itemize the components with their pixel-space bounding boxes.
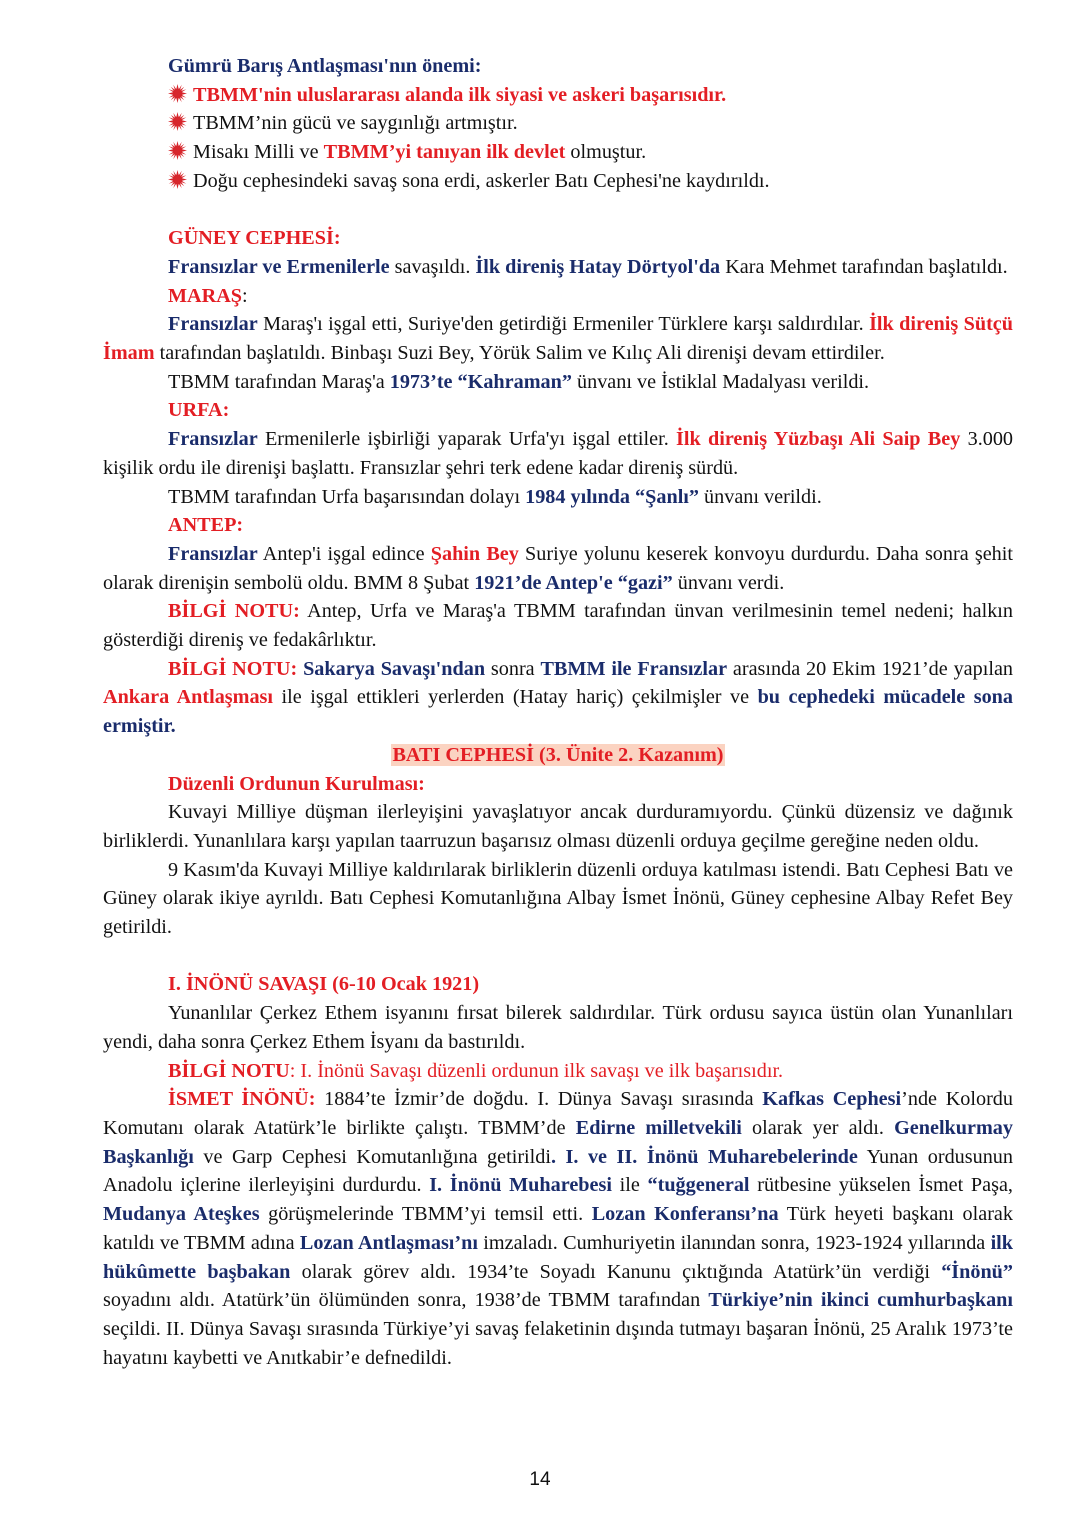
text: olarak görev aldı. 1934’te Soyadı Kanunu çıktığında Atatürk’ün verdiği (290, 1260, 942, 1283)
subheading-maras (103, 282, 1013, 311)
text: ünvanı verdi. (672, 571, 785, 594)
subheading-duzenli-ordu: Düzenli Ordunun Kurulması: (168, 772, 425, 795)
emphasis: Şahin Bey (430, 542, 519, 565)
text: Suriye yolunu keserek konvoyu durdurdu. Daha sonra şehit olarak direnişin sembolü oldu. BMM 8 Şubat (103, 542, 1013, 594)
text: Yunan ordusunun Anadolu içlerine ilerleyişini durdurdu. (103, 1145, 1013, 1197)
info-note-2 (103, 655, 1013, 741)
emphasis: İlk direniş Sütçü İmam (103, 313, 1013, 365)
text: Türk heyeti başkanı olarak katıldı ve TBMM adına (103, 1203, 1013, 1254)
text: TBMM tarafından Urfa başarısından dolayı (168, 485, 526, 508)
paragraph-inonu-1: Yunanlılar Çerkez Ethem isyanını fırsat bilerek saldırdılar. Türk ordusu sayıca üstün olan Yunanlıları yendi, daha sonra Çerkez Ethem İsyanı da bastırıldı. (103, 1002, 1013, 1053)
emphasis: İlk direniş Yüzbaşı Ali Saip Bey (676, 428, 961, 451)
text: sonra (485, 657, 541, 680)
red-starburst-icon (168, 112, 187, 131)
text: ünvanı ve İstiklal Madalyası verildi. (571, 370, 870, 393)
emphasis: Mudanya Ateşkes (103, 1203, 260, 1226)
list-item (103, 81, 1013, 110)
paragraph-bati-2: 9 Kasım'da Kuvayi Milliye kaldırılarak birliklerin düzenli orduya katılması istendi. Batı Cephesi Batı ve Güney olarak ikiye ayrıldı. Batı Cephesi Komutanlığına Albay İsmet İnönü, Güney cephesine Albay Refet Bey getirildi. (103, 858, 1013, 939)
list-item (103, 138, 1013, 167)
emphasis: 1921’de Antep'e “gazi” (474, 571, 673, 594)
list-item (103, 109, 1013, 138)
text: ile (611, 1174, 648, 1197)
emphasis: 1984 yılında “Şanlı” (525, 485, 699, 508)
emphasis: “İnönü” (941, 1260, 1014, 1283)
emphasis: I. İnönü Muharebesi (429, 1174, 612, 1197)
bullet-emphasis: TBMM’yi tanıyan ilk devlet (323, 141, 566, 164)
paragraph-guney-intro (103, 253, 1013, 282)
colon: : (242, 284, 248, 307)
red-starburst-icon (168, 84, 187, 103)
red-starburst-icon (168, 170, 187, 189)
emphasis: Türkiye’nin ikinci cumhurbaşkanı (708, 1289, 1013, 1312)
text: Kara Mehmet tarafından başlatıldı. (720, 255, 1008, 278)
emphasis: Fransızlar ve Ermenilerle (168, 255, 390, 278)
info-note-inonu (103, 1057, 1013, 1086)
emphasis: TBMM ile Fransızlar (540, 657, 728, 680)
section-heading-gumru: Gümrü Barış Antlaşması'nın önemi: (168, 55, 482, 77)
emphasis: Fransızlar (168, 542, 258, 565)
subheading-antep: ANTEP: (168, 514, 244, 537)
text: ’nde Kolordu Komutanı olarak Atatürk’le birlikte çalıştı. TBMM’de (103, 1088, 1013, 1139)
document-page (103, 52, 1013, 1372)
bullet-text: TBMM'nin uluslararası alanda ilk siyasi ve askeri başarısıdır. (193, 83, 727, 106)
section-heading-bati (103, 741, 1013, 770)
note-label: BİLGİ NOTU: (168, 600, 300, 623)
subheading-urfa: URFA: (168, 399, 230, 422)
emphasis: bu cephedeki mücadele sona ermiştir. (103, 686, 1013, 738)
text: Antep, Urfa ve Maraş'a TBMM tarafından ünvan verilmesinin temel nedeni; halkın gösterdiği direniş ve fedakârlıktır. (103, 600, 1013, 652)
text: 1884’te İzmir’de doğdu. I. Dünya Savaşı sırasında (315, 1088, 763, 1111)
emphasis: . I. ve II. İnönü Muharebelerinde (550, 1145, 858, 1168)
subheading-text: MARAŞ (168, 284, 243, 307)
paragraph-maras-2 (103, 368, 1013, 397)
emphasis: Lozan Konferansı’na (591, 1203, 779, 1226)
text: tarafından başlatıldı. Binbaşı Suzi Bey, Yörük Salim ve Kılıç Ali direnişi devam ettirdiler. (154, 342, 885, 365)
bullet-text: Misakı Milli ve (193, 141, 324, 164)
emphasis: Ankara Antlaşması (103, 686, 274, 709)
bullet-text: Doğu cephesindeki savaş sona erdi, askerler Batı Cephesi'ne kaydırıldı. (193, 169, 770, 192)
text: soyadını aldı. Atatürk’ün ölümünden sonra, 1938’de TBMM tarafından (103, 1289, 709, 1312)
section-heading-guney: GÜNEY CEPHESİ: (168, 227, 341, 250)
text: 3.000 kişilik ordu ile direnişi başlattı. Fransızlar şehri terk edene kadar direniş sürdü. (103, 428, 1014, 479)
page-number: 14 (529, 1469, 551, 1490)
text: imzaladı. Cumhuriyetin ilanından sonra, 1923-1924 yıllarında (477, 1231, 991, 1254)
text: rütbesine yükselen İsmet Paşa, (749, 1174, 1013, 1197)
note-label: İSMET İNÖNÜ: (168, 1088, 316, 1111)
text: savaşıldı. (389, 255, 476, 278)
text: TBMM tarafından Maraş'a (168, 370, 390, 393)
bullet-text: TBMM’nin gücü ve saygınlığı artmıştır. (193, 112, 518, 135)
list-item (103, 167, 1013, 196)
emphasis: “tuğgeneral (647, 1174, 750, 1197)
emphasis: İlk direniş Hatay Dörtyol'da (475, 255, 721, 278)
text: seçildi. II. Dünya Savaşı sırasında Türkiye’yi savaş felaketinin dışında tutmayı başaran İnönü, 25 Aralık 1973’te hayatını kaybetti ve Anıtkabir’e defnedildi. (103, 1317, 1013, 1369)
info-note-1 (103, 597, 1013, 654)
text: Ermenilerle işbirliği yaparak Urfa'yı işgal ettiler. (257, 428, 677, 451)
red-starburst-icon (168, 141, 187, 160)
text: ünvanı verildi. (699, 485, 822, 508)
highlighted-heading: BATI CEPHESİ (3. Ünite 2. Kazanım) (392, 743, 724, 766)
note-label: BİLGİ NOTU (168, 1059, 290, 1082)
paragraph-antep-1 (103, 540, 1013, 597)
emphasis: Sakarya Savaşı'ndan (303, 657, 486, 680)
text: ve Garp Cephesi Komutanlığına getirildi (193, 1145, 551, 1168)
emphasis: ilk hükûmette başbakan (103, 1231, 1014, 1283)
emphasis: Fransızlar (168, 428, 258, 451)
emphasis: Edirne milletvekili (575, 1116, 742, 1139)
paragraph-bati-1: Kuvayi Milliye düşman ilerleyişini yavaşlatıyor ancak durduramıyordu. Çünkü düzensiz ve dağınık birliklerdi. Yunanlılara karşı yapılan taarruzun başarısız olması düzenli orduya geçilme gereğine neden oldu. (103, 801, 1013, 852)
paragraph-urfa-1 (103, 425, 1013, 482)
note-label: BİLGİ NOTU: (168, 657, 298, 680)
text: ile işgal ettikleri yerlerden (Hatay hariç) çekilmişler ve (273, 686, 758, 709)
section-heading-inonu: I. İNÖNÜ SAVAŞI (6-10 Ocak 1921) (168, 973, 480, 996)
text: : I. İnönü Savaşı düzenli ordunun ilk savaşı ve ilk başarısıdır. (289, 1059, 784, 1082)
text: görüşmelerinde TBMM’yi temsil etti. (259, 1203, 592, 1226)
paragraph-urfa-2 (103, 483, 1013, 512)
emphasis: Fransızlar (168, 313, 258, 336)
emphasis: Kafkas Cephesi (762, 1088, 902, 1111)
emphasis: 1973’te “Kahraman” (389, 370, 572, 393)
text: arasında 20 Ekim 1921’de yapılan (727, 657, 1013, 680)
emphasis: Lozan Antlaşması’nı (299, 1231, 478, 1254)
text: olarak yer aldı. (741, 1116, 895, 1139)
bullet-text: olmuştur. (565, 141, 647, 164)
emphasis: Genelkurmay Başkanlığı (103, 1116, 1013, 1168)
paragraph-ismet-inonu (103, 1085, 1013, 1372)
text: Antep'i işgal edince (257, 542, 431, 565)
text: Maraş'ı işgal etti, Suriye'den getirdiği Ermeniler Türklere karşı saldırdılar. (257, 313, 870, 336)
paragraph-maras-1 (103, 310, 1013, 367)
